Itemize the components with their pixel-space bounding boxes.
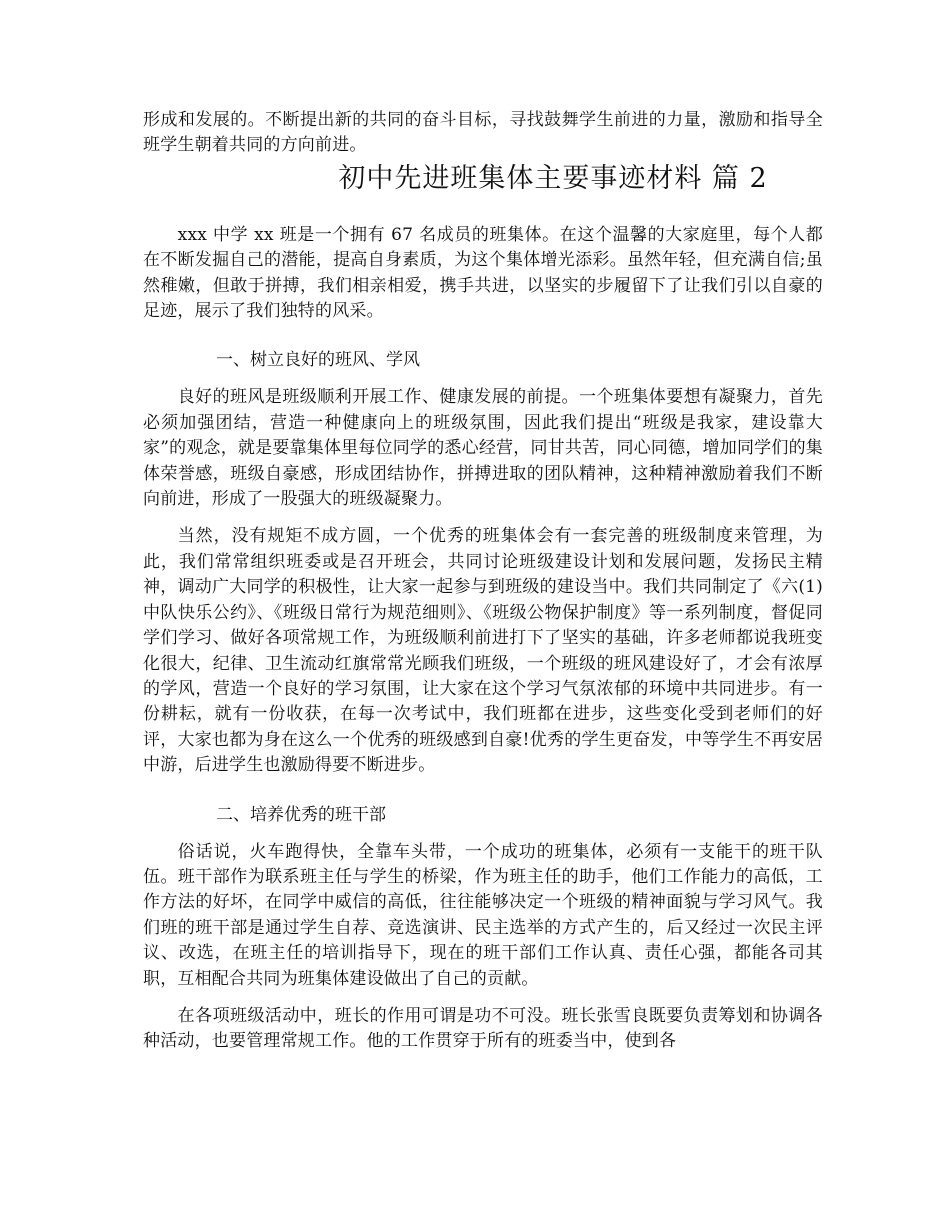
intro-continuation-paragraph: 形成和发展的。不断提出新的共同的奋斗目标，寻找鼓舞学生前进的力量，激励和指导全班学生朝着共同的方向前进。 xyxy=(143,110,823,156)
body-paragraph: 良好的班风是班级顺利开展工作、健康发展的前提。一个班集体要想有凝聚力，首先必须加强团结，营造一种健康向上的班级氛围，因此我们提出“班级是我家，建设靠大家”的观念，就是要靠集体里每位同学的悉心经营，同甘共苦，同心同德，增加同学们的集体荣誉感，班级自豪感，形成团结协作，拼搏进取的团队精神，这种精神激励着我们不断向前进，形成了一股强大的班级凝聚力。 xyxy=(143,387,823,510)
body-paragraph: 在各项班级活动中，班长的作用可谓是功不可没。班长张雪良既要负责筹划和协调各种活动，也要管理常规工作。他的工作贯穿于所有的班委当中，使到各 xyxy=(143,1005,823,1052)
body-paragraph: 俗话说，火车跑得快，全靠车头带，一个成功的班集体，必须有一支能干的班干队伍。班干部作为联系班主任与学生的桥梁，作为班主任的助手，他们工作能力的高低，工作方法的好坏，在同学中威信的高低，往往能够决定一个班级的精神面貌与学习风气。我们班的班干部是通过学生自荐、竞选演讲、民主选举的方式产生的，后又经过一次民主评议、改选，在班主任的培训指导下，现在的班干部们工作认真、责任心强，都能各司其职，互相配合共同为班集体建设做出了自己的贡献。 xyxy=(143,841,823,989)
document-title: 初中先进班集体主要事迹材料 篇 2 xyxy=(338,162,768,194)
body-paragraph: xxx 中学 xx 班是一个拥有 67 名成员的班集体。在这个温馨的大家庭里，每个人都在不断发掘自己的潜能，提高自身素质，为这个集体增光添彩。虽然年轻，但充满自信;虽然稚嫩，但敢于拼搏，我们相亲相爱，携手共进，以坚实的步履留下了让我们引以自豪的足迹，展示了我们独特的风采。 xyxy=(143,224,823,322)
body-paragraph: 当然，没有规矩不成方圆，一个优秀的班集体会有一套完善的班级制度来管理，为此，我们常常组织班委或是召开班会，共同讨论班级建设计划和发展问题，发扬民主精神，调动广大同学的积极性，让大家一起参与到班级的建设当中。我们共同制定了《六(1)中队快乐公约》、《班级日常行为规范细则》、《班级公物保护制度》等一系列制度，督促同学们学习、做好各项常规工作，为班级顺利前进打下了坚实的基础，许多老师都说我班变化很大，纪律、卫生流动红旗常常光顾我们班级，一个班级的班风建设好了，才会有浓厚的学风，营造一个良好的学习氛围，让大家在这个学习气氛浓郁的环境中共同进步。有一份耕耘，就有一份收获，在每一次考试中，我们班都在进步，这些变化受到老师们的好评，大家也都为身在这么一个优秀的班级感到自豪!优秀的学生更奋发，中等学生不再安居中游，后进学生也激励得要不断进步。 xyxy=(143,526,823,776)
document-page xyxy=(143,108,823,1055)
section-heading: 二、培养优秀的班干部 xyxy=(216,804,386,825)
section-heading: 一、树立良好的班风、学风 xyxy=(216,350,420,371)
